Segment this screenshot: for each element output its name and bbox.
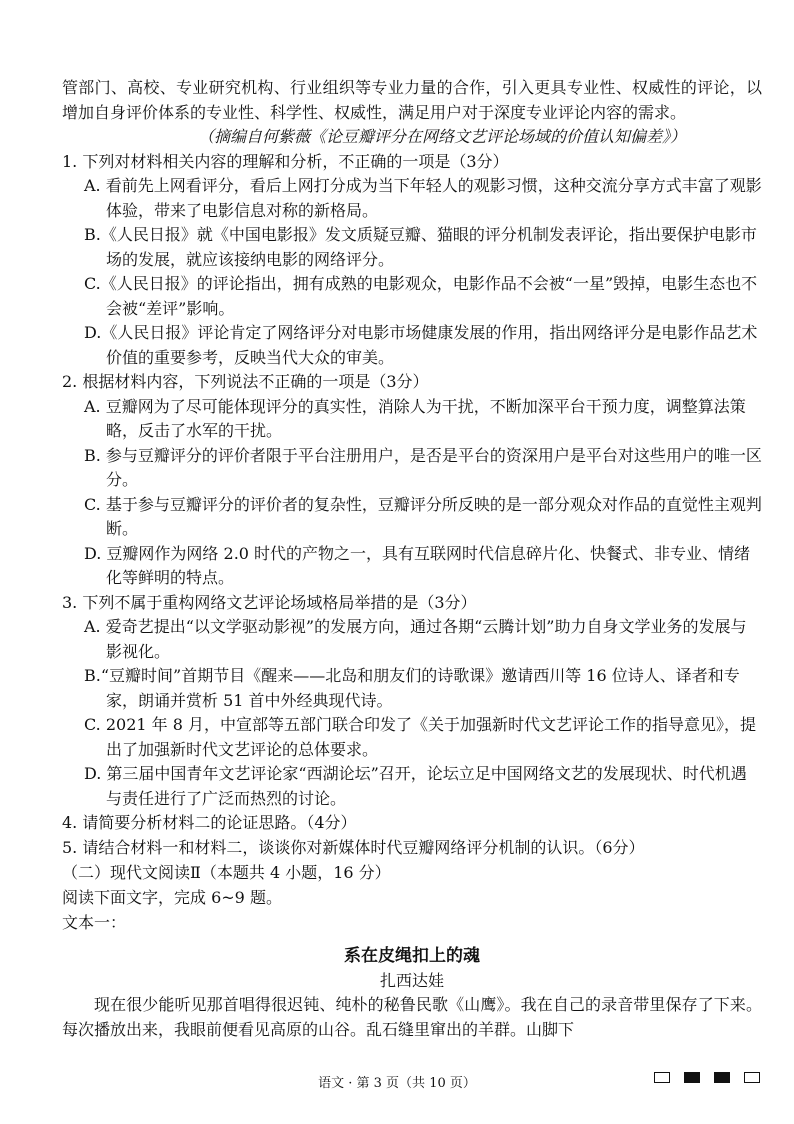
page-body — [62, 76, 762, 1042]
scan-marks — [654, 1072, 760, 1083]
registration-mark — [714, 1072, 730, 1083]
section-instruction: 阅读下面文字，完成 6~9 题。 — [62, 888, 282, 907]
question-3 — [62, 591, 762, 812]
option-d: D. 第三届中国青年文艺评论家“西湖论坛”召开，论坛立足中国网络文艺的发展现状、时代机遇与责任进行了广泛而热烈的讨论。 — [84, 764, 747, 808]
option-c: C. 2021 年 8 月，中宣部等五部门联合印发了《关于加强新时代文艺评论工作的指导意见》，提出了加强新时代文艺评论的总体要求。 — [84, 715, 757, 759]
question-1 — [62, 150, 762, 371]
option-b: B.“豆瓣时间”首期节目《醒来——北岛和朋友们的诗歌课》邀请西川等 16 位诗人、译者和专家，朗诵并赏析 51 首中外经典现代诗。 — [84, 666, 740, 710]
text-label: 文本一： — [62, 913, 127, 932]
article-title: 系在皮绳扣上的魂 — [344, 946, 480, 966]
option-a: A. 看前先上网看评分，看后上网打分成为当下年轻人的观影习惯，这种交流分享方式丰富了观影体验，带来了电影信息对称的新格局。 — [84, 176, 762, 220]
option-a: A. 豆瓣网为了尽可能体现评分的真实性，消除人为干扰，不断加深平台干预力度，调整算法策略，反击了水军的干扰。 — [84, 396, 746, 440]
intro-paragraph: 管部门、高校、专业研究机构、行业组织等专业力量的合作，引入更具专业性、权威性的评论，以增加自身评价体系的专业性、科学性、权威性，满足用户对于深度专业评论内容的需求。 — [62, 78, 762, 122]
section-heading: （二）现代文阅读Ⅱ（本题共 4 小题，16 分） — [62, 863, 391, 882]
question-stem: 3. 下列不属于重构网络文艺评论场域格局举措的是（3分） — [62, 592, 477, 612]
option-a: A. 爱奇艺提出“以文学驱动影视”的发展方向，通过各期“云腾计划”助力自身文学业务的发展与影视化。 — [84, 617, 747, 661]
source-citation: （摘编自何紫薇《论豆瓣评分在网络文艺评论场域的价值认知偏差》） — [198, 127, 687, 146]
registration-mark — [654, 1072, 670, 1083]
registration-mark — [684, 1072, 700, 1083]
option-c: C.《人民日报》的评论指出，拥有成熟的电影观众，电影作品不会被“一星”毁掉，电影生态也不会被“差评”影响。 — [84, 274, 758, 318]
question-stem: 2. 根据材料内容，下列说法不正确的一项是（3分） — [62, 372, 429, 391]
article-body: 现在很少能听见那首唱得很迟钝、纯朴的秘鲁民歌《山鹰》。我在自己的录音带里保存了下来。每次播放出来，我眼前便看见高原的山谷。乱石缝里窜出的羊群。山脚下 — [62, 995, 762, 1039]
page-footer: 语文 · 第 3 页（共 10 页） — [318, 1076, 476, 1091]
option-d: D. 豆瓣网作为网络 2.0 时代的产物之一，具有互联网时代信息碎片化、快餐式、非专业、情绪化等鲜明的特点。 — [84, 543, 751, 587]
option-d: D.《人民日报》评论肯定了网络评分对电影市场健康发展的作用，指出网络评分是电影作品艺术价值的重要参考，反映当代大众的审美。 — [84, 323, 758, 367]
question-stem: 1. 下列对材料相关内容的理解和分析，不正确的一项是（3分） — [62, 151, 509, 171]
article-author: 扎西达娃 — [379, 971, 444, 990]
question-5: 5. 请结合材料一和材料二，谈谈你对新媒体时代豆瓣网络评分机制的认识。（6分） — [62, 837, 645, 857]
registration-mark — [744, 1072, 760, 1083]
question-2 — [62, 370, 762, 591]
option-b: B. 参与豆瓣评分的评价者限于平台注册用户，是否是平台的资深用户是平台对这些用户的唯一区分。 — [84, 445, 762, 489]
question-4: 4. 请简要分析材料二的论证思路。（4分） — [62, 813, 357, 832]
option-b: B.《人民日报》就《中国电影报》发文质疑豆瓣、猫眼的评分机制发表评论，指出要保护电影市场的发展，就应该接纳电影的网络评分。 — [84, 225, 757, 269]
option-c: C. 基于参与豆瓣评分的评价者的复杂性，豆瓣评分所反映的是一部分观众对作品的直觉性主观判断。 — [84, 494, 762, 538]
